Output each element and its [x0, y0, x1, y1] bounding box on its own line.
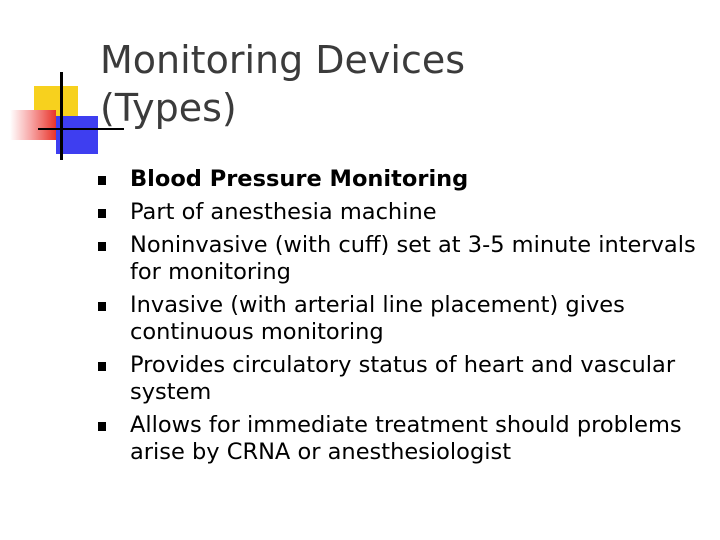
bullet-item	[98, 199, 698, 226]
bullet-text: Allows for immediate treatment should problems arise by CRNA or anesthesiologist	[130, 412, 682, 465]
square-bullet-icon	[98, 176, 106, 185]
bullet-item	[98, 166, 698, 193]
bullet-item	[98, 292, 698, 346]
bullet-item	[98, 352, 698, 406]
square-bullet-icon	[98, 362, 106, 371]
bullet-list	[98, 166, 698, 472]
square-bullet-icon	[98, 302, 106, 311]
bullet-text: Invasive (with arterial line placement) gives continuous monitoring	[130, 292, 625, 345]
square-bullet-icon	[98, 209, 106, 218]
bullet-text: Noninvasive (with cuff) set at 3-5 minute intervals for monitoring	[130, 232, 696, 285]
decor-vertical-line	[60, 72, 63, 160]
bullet-item	[98, 232, 698, 286]
bullet-text: Provides circulatory status of heart and vascular system	[130, 352, 676, 405]
slide-title-line-2: (Types)	[100, 86, 237, 130]
bullet-text: Blood Pressure Monitoring	[130, 166, 469, 192]
slide-title-line-1: Monitoring Devices	[100, 38, 466, 82]
square-bullet-icon	[98, 242, 106, 251]
square-bullet-icon	[98, 422, 106, 431]
bullet-text: Part of anesthesia machine	[130, 199, 437, 225]
bullet-item	[98, 412, 698, 466]
decor-red-bar	[10, 110, 56, 140]
slide-title	[100, 36, 700, 132]
